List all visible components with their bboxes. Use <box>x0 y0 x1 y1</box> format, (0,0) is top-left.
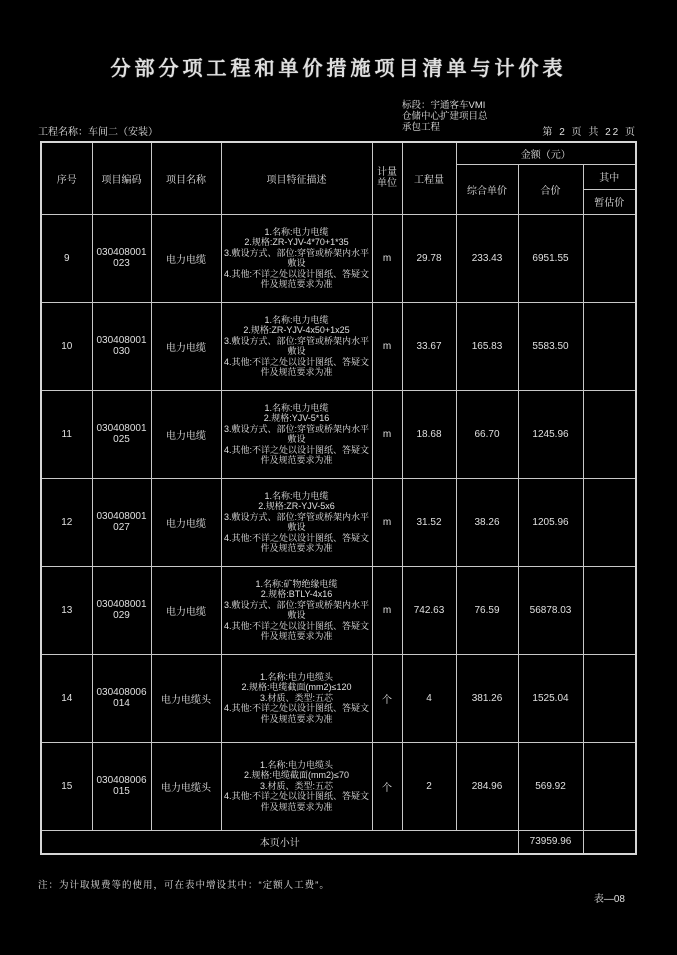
cell-features <box>221 654 372 742</box>
cell-provisional <box>583 390 636 478</box>
feature-line: 4.其他:不详之处以设计图纸、答疑文件及规范要求为准 <box>223 356 369 377</box>
cell-quantity: 18.68 <box>402 390 456 478</box>
cell-total-price: 1525.04 <box>518 654 583 742</box>
table-row <box>41 302 636 390</box>
cell-name: 电力电缆头 <box>151 654 221 742</box>
cell-total-price: 1245.96 <box>518 390 583 478</box>
cell-name: 电力电缆头 <box>151 742 221 830</box>
cell-unit: 个 <box>372 742 402 830</box>
cell-features <box>221 566 372 654</box>
cell-code: 030408006015 <box>92 742 151 830</box>
cell-unit: m <box>372 214 402 302</box>
feature-line: 3.材质、类型:五芯 <box>259 780 333 791</box>
cell-unit: m <box>372 302 402 390</box>
feature-line: 3.材质、类型:五芯 <box>259 692 333 703</box>
cell-seq: 12 <box>41 478 92 566</box>
col-header-unit: 计量单位 <box>372 142 402 214</box>
cell-code: 030408006014 <box>92 654 151 742</box>
cell-quantity: 742.63 <box>402 566 456 654</box>
cell-code: 030408001025 <box>92 390 151 478</box>
feature-line: 1.名称:电力电缆头 <box>259 671 333 682</box>
subtotal-row <box>41 830 636 854</box>
feature-line: 3.敷设方式、部位:穿管或桥架内水平敷设 <box>223 423 369 444</box>
col-header-seq: 序号 <box>41 142 92 214</box>
cell-features <box>221 390 372 478</box>
cell-quantity: 2 <box>402 742 456 830</box>
page-title: 分部分项工程和单价措施项目清单与计价表 <box>110 56 567 80</box>
col-header-provisional: 暂估价 <box>583 189 636 214</box>
feature-line: 4.其他:不详之处以设计图纸、答疑文件及规范要求为准 <box>223 532 369 553</box>
feature-line: 2.规格:BTLY-4x16 <box>260 589 333 599</box>
cell-features <box>221 302 372 390</box>
feature-line: 1.名称:矿物绝缘电缆 <box>255 578 338 589</box>
section-line-3: 承包工程 <box>402 122 441 133</box>
cell-quantity: 4 <box>402 654 456 742</box>
cell-unit-price: 233.43 <box>456 214 518 302</box>
cell-features <box>221 742 372 830</box>
bill-of-quantities-table <box>40 141 637 855</box>
cell-unit-price: 284.96 <box>456 742 518 830</box>
feature-line: 3.敷设方式、部位:穿管或桥架内水平敷设 <box>223 511 369 532</box>
cell-total-price: 56878.03 <box>518 566 583 654</box>
cell-name: 电力电缆 <box>151 566 221 654</box>
form-code: 表—08 <box>593 894 625 905</box>
cell-name: 电力电缆 <box>151 302 221 390</box>
cell-unit-price: 66.70 <box>456 390 518 478</box>
cell-provisional <box>583 654 636 742</box>
feature-line: 1.名称:电力电缆 <box>264 226 329 237</box>
cell-unit-price: 76.59 <box>456 566 518 654</box>
feature-line: 4.其他:不详之处以设计图纸、答疑文件及规范要求为准 <box>223 791 369 812</box>
feature-line: 1.名称:电力电缆 <box>264 490 329 501</box>
cell-unit: 个 <box>372 654 402 742</box>
cell-total-price: 5583.50 <box>518 302 583 390</box>
project-name-label: 工程名称：车间二（安装） <box>38 127 158 138</box>
feature-line: 2.规格:ZR-YJV-4*70+1*35 <box>244 237 349 247</box>
col-header-total-price: 合价 <box>518 164 583 214</box>
cell-unit: m <box>372 566 402 654</box>
cell-name: 电力电缆 <box>151 214 221 302</box>
cell-code: 030408001023 <box>92 214 151 302</box>
table-row <box>41 214 636 302</box>
col-header-quantity: 工程量 <box>402 142 456 214</box>
feature-line: 4.其他:不详之处以设计图纸、答疑文件及规范要求为准 <box>223 444 369 465</box>
section-line-1: 标段：宇通客车VMI <box>402 100 486 111</box>
cell-unit: m <box>372 390 402 478</box>
cell-name: 电力电缆 <box>151 478 221 566</box>
cell-provisional <box>583 478 636 566</box>
col-header-of-which: 其中 <box>583 164 636 189</box>
cell-features <box>221 478 372 566</box>
cell-seq: 14 <box>41 654 92 742</box>
col-header-unit-price: 综合单价 <box>456 164 518 214</box>
cell-provisional <box>583 566 636 654</box>
feature-line: 2.规格:电缆截面(mm2)≤120 <box>241 682 352 693</box>
cell-seq: 13 <box>41 566 92 654</box>
cell-seq: 9 <box>41 214 92 302</box>
feature-line: 1.名称:电力电缆 <box>264 402 329 413</box>
table-row <box>41 478 636 566</box>
feature-line: 3.敷设方式、部位:穿管或桥架内水平敷设 <box>223 335 369 356</box>
subtotal-label: 本页小计 <box>41 830 518 854</box>
cell-code: 030408001030 <box>92 302 151 390</box>
feature-line: 2.规格:电缆截面(mm2)≤70 <box>244 770 349 781</box>
cell-quantity: 31.52 <box>402 478 456 566</box>
section-line-2: 仓储中心扩建项目总 <box>402 111 488 122</box>
feature-line: 2.规格:ZR-YJV-4x50+1x25 <box>243 325 350 335</box>
cell-quantity: 33.67 <box>402 302 456 390</box>
cell-seq: 11 <box>41 390 92 478</box>
col-header-name: 项目名称 <box>151 142 221 214</box>
feature-line: 4.其他:不详之处以设计图纸、答疑文件及规范要求为准 <box>223 268 369 289</box>
col-header-amount-group: 金额（元） <box>456 142 636 164</box>
feature-line: 1.名称:电力电缆头 <box>259 759 333 770</box>
col-header-code: 项目编码 <box>92 142 151 214</box>
feature-line: 2.规格:ZR-YJV-5x6 <box>258 501 335 511</box>
feature-line: 1.名称:电力电缆 <box>264 314 329 325</box>
cell-unit: m <box>372 478 402 566</box>
feature-line: 3.敷设方式、部位:穿管或桥架内水平敷设 <box>223 247 369 268</box>
cell-unit-price: 381.26 <box>456 654 518 742</box>
table-row <box>41 654 636 742</box>
cell-unit-price: 38.26 <box>456 478 518 566</box>
cell-total-price: 569.92 <box>518 742 583 830</box>
cell-total-price: 1205.96 <box>518 478 583 566</box>
cell-provisional <box>583 214 636 302</box>
table-row <box>41 566 636 654</box>
cell-code: 030408001029 <box>92 566 151 654</box>
subtotal-provisional <box>583 830 636 854</box>
table-row <box>41 742 636 830</box>
col-header-features: 项目特征描述 <box>221 142 372 214</box>
cell-provisional <box>583 742 636 830</box>
cell-seq: 15 <box>41 742 92 830</box>
cell-quantity: 29.78 <box>402 214 456 302</box>
footnote: 注：为计取规费等的使用，可在表中增设其中：“定额人工费”。 <box>38 880 330 891</box>
cell-code: 030408001027 <box>92 478 151 566</box>
cell-features <box>221 214 372 302</box>
section-label <box>402 100 488 133</box>
cell-seq: 10 <box>41 302 92 390</box>
cell-provisional <box>583 302 636 390</box>
feature-line: 4.其他:不详之处以设计图纸、答疑文件及规范要求为准 <box>223 620 369 641</box>
cell-total-price: 6951.55 <box>518 214 583 302</box>
cell-unit-price: 165.83 <box>456 302 518 390</box>
table-row <box>41 390 636 478</box>
subtotal-value: 73959.96 <box>518 830 583 854</box>
cell-name: 电力电缆 <box>151 390 221 478</box>
page-indicator: 第 2 页 共 22 页 <box>542 127 637 138</box>
feature-line: 3.敷设方式、部位:穿管或桥架内水平敷设 <box>223 599 369 620</box>
feature-line: 2.规格:YJV-5*16 <box>263 413 330 423</box>
feature-line: 4.其他:不详之处以设计图纸、答疑文件及规范要求为准 <box>223 703 369 724</box>
